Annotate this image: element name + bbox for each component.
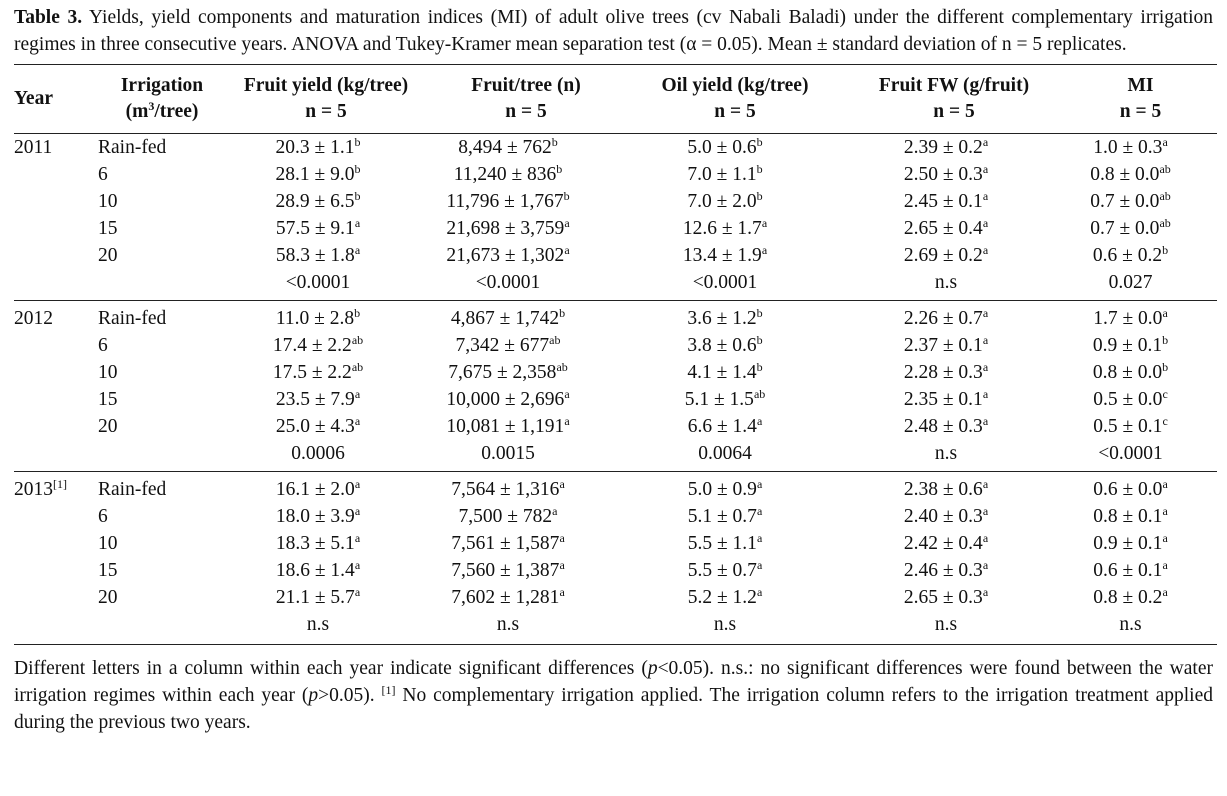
- table-body: [14, 134, 1217, 645]
- fruit-tree-cell: 10,081 ± 1,191$^a$: [446, 414, 570, 437]
- year-cell: [14, 503, 98, 530]
- fruit-tree-cell: 7,560 ± 1,387$^a$: [451, 558, 565, 581]
- mi-cell: 1.7 ± 0.0$^a$: [1093, 306, 1168, 329]
- year-cell: [14, 557, 98, 584]
- irrigation-cell: 10: [98, 362, 118, 383]
- pvalue-cell: 0.0015: [426, 440, 626, 472]
- table-row: [14, 413, 1217, 440]
- table-row: [14, 301, 1217, 333]
- fruit-fw-cell: 2.48 ± 0.3$^a$: [903, 414, 989, 437]
- pvalue-cell: 0.0006: [226, 440, 426, 472]
- table-row: [14, 215, 1217, 242]
- irrigation-cell: 10: [98, 533, 118, 554]
- oil-yield-cell: 5.5 ± 1.1$^a$: [687, 531, 763, 554]
- year-cell: [14, 359, 98, 386]
- mi-cell: 0.5 ± 0.0$^c$: [1093, 387, 1168, 410]
- pvalue-cell: n.s: [844, 269, 1064, 301]
- fruit-yield-cell: 28.9 ± 6.5$^b$: [275, 189, 361, 212]
- mi-cell: 0.5 ± 0.1$^c$: [1093, 414, 1168, 437]
- header-oil-yield: Oil yield (kg/tree) n = 5: [626, 65, 844, 134]
- pvalue-cell: n.s: [844, 611, 1064, 645]
- fruit-fw-cell: 2.35 ± 0.1$^a$: [903, 387, 989, 410]
- oil-yield-cell: 7.0 ± 2.0$^b$: [687, 189, 763, 212]
- fruit-tree-cell: 7,564 ± 1,316$^a$: [451, 477, 565, 500]
- year-cell: [14, 188, 98, 215]
- pvalue-cell: n.s: [226, 611, 426, 645]
- header-fruit-fw: Fruit FW (g/fruit) n = 5: [844, 65, 1064, 134]
- fruit-fw-cell: 2.26 ± 0.7$^a$: [903, 306, 989, 329]
- oil-yield-cell: 5.0 ± 0.6$^b$: [687, 135, 763, 158]
- year-cell: [14, 530, 98, 557]
- year-cell: [14, 413, 98, 440]
- table-row: [14, 386, 1217, 413]
- fruit-fw-cell: 2.46 ± 0.3$^a$: [903, 558, 989, 581]
- header-irrigation: Irrigation $(m^3/tree)$: [98, 65, 226, 134]
- fruit-yield-cell: 25.0 ± 4.3$^a$: [275, 414, 361, 437]
- fruit-tree-cell: 4,867 ± 1,742$^b$: [450, 306, 566, 329]
- table-label: Table 3.: [14, 7, 83, 28]
- table-row: [14, 161, 1217, 188]
- oil-yield-cell: 6.6 ± 1.4$^a$: [687, 414, 763, 437]
- mi-cell: 0.6 ± 0.0$^a$: [1093, 477, 1168, 500]
- table-row: [14, 503, 1217, 530]
- year-cell: [14, 242, 98, 269]
- header-mi: MI n = 5: [1064, 65, 1217, 134]
- fruit-yield-cell: 18.6 ± 1.4$^a$: [275, 558, 361, 581]
- oil-yield-cell: 13.4 ± 1.9$^a$: [682, 243, 768, 266]
- year-cell: 2012: [14, 308, 53, 329]
- fruit-fw-cell: 2.40 ± 0.3$^a$: [903, 504, 989, 527]
- irrigation-cell: 15: [98, 560, 118, 581]
- oil-yield-cell: 4.1 ± 1.4$^b$: [687, 360, 763, 383]
- fruit-yield-cell: 11.0 ± 2.8$^b$: [275, 306, 361, 329]
- fruit-yield-cell: 16.1 ± 2.0$^a$: [275, 477, 361, 500]
- year-cell: [14, 161, 98, 188]
- oil-yield-cell: 12.6 ± 1.7$^a$: [682, 216, 768, 239]
- fruit-yield-cell: 58.3 ± 1.8$^a$: [275, 243, 361, 266]
- pvalue-cell: <0.0001: [1064, 440, 1217, 472]
- oil-yield-cell: 5.2 ± 1.2$^a$: [687, 585, 763, 608]
- pvalue-row: [14, 611, 1217, 645]
- mi-cell: 1.0 ± 0.3$^a$: [1093, 135, 1168, 158]
- table-footnote: Different letters in a column within each year indicate significant differences (p<0.05). n.s.: no significant differences were found between the water irrigation regimes within each year (p>0.05). [1] No complementary irrigation applied. The irrigation column refers to the irrigation treatment applied during the previous two years.: [14, 658, 1213, 733]
- mi-cell: 0.9 ± 0.1$^b$: [1092, 333, 1169, 356]
- pvalue-cell: <0.0001: [226, 269, 426, 301]
- irrigation-cell: Rain-fed: [98, 308, 167, 329]
- fruit-yield-cell: 21.1 ± 5.7$^a$: [275, 585, 361, 608]
- table-row: [14, 557, 1217, 584]
- pvalue-cell: n.s: [1064, 611, 1217, 645]
- pvalue-row: [14, 269, 1217, 301]
- fruit-tree-cell: 7,561 ± 1,587$^a$: [451, 531, 565, 554]
- fruit-fw-cell: 2.37 ± 0.1$^a$: [903, 333, 989, 356]
- oil-yield-cell: 5.1 ± 1.5$^{ab}$: [684, 387, 766, 410]
- fruit-tree-cell: 7,675 ± 2,358$^{ab}$: [448, 360, 568, 383]
- mi-cell: 0.8 ± 0.2$^a$: [1093, 585, 1168, 608]
- fruit-fw-cell: 2.45 ± 0.1$^a$: [903, 189, 989, 212]
- mi-cell: 0.6 ± 0.1$^a$: [1093, 558, 1168, 581]
- mi-cell: 0.7 ± 0.0$^{ab}$: [1090, 216, 1171, 239]
- pvalue-cell: n.s: [626, 611, 844, 645]
- fruit-tree-cell: 7,602 ± 1,281$^a$: [451, 585, 565, 608]
- irrigation-cell: 10: [98, 191, 118, 212]
- oil-yield-cell: 5.0 ± 0.9$^a$: [687, 477, 763, 500]
- data-table: [14, 64, 1217, 645]
- fruit-fw-cell: 2.65 ± 0.3$^a$: [903, 585, 989, 608]
- year-cell: [14, 215, 98, 242]
- header-row: [14, 65, 1217, 134]
- fruit-tree-cell: 21,673 ± 1,302$^a$: [446, 243, 570, 266]
- year-cell: [14, 332, 98, 359]
- fruit-tree-cell: 10,000 ± 2,696$^a$: [446, 387, 570, 410]
- header-year: Year: [14, 65, 98, 134]
- irrigation-cell: 15: [98, 218, 118, 239]
- year-cell: 2013[1]: [14, 477, 67, 500]
- fruit-tree-cell: $8,494 \pm 762^b$: [458, 135, 558, 158]
- oil-yield-cell: 5.5 ± 0.7$^a$: [687, 558, 763, 581]
- irrigation-cell: 20: [98, 587, 118, 608]
- fruit-yield-cell: 17.4 ± 2.2$^{ab}$: [272, 333, 364, 356]
- fruit-tree-cell: $7,342 \pm 677^{ab}$: [455, 333, 561, 356]
- fruit-tree-cell: $11,240 \pm 836^b$: [453, 162, 563, 185]
- fruit-fw-cell: 2.65 ± 0.4$^a$: [903, 216, 989, 239]
- fruit-fw-cell: 2.42 ± 0.4$^a$: [903, 531, 989, 554]
- table-row: [14, 242, 1217, 269]
- oil-yield-cell: 3.8 ± 0.6$^b$: [687, 333, 763, 356]
- mi-cell: 0.6 ± 0.2$^b$: [1092, 243, 1169, 266]
- fruit-yield-cell: 18.0 ± 3.9$^a$: [275, 504, 361, 527]
- year-cell: 2011: [14, 137, 53, 158]
- irrigation-cell: 6: [98, 164, 108, 185]
- irrigation-cell: 6: [98, 335, 108, 356]
- header-fruit-yield: Fruit yield (kg/tree) n = 5: [226, 65, 426, 134]
- mi-cell: 0.8 ± 0.1$^a$: [1093, 504, 1168, 527]
- table-row: [14, 359, 1217, 386]
- mi-cell: 0.7 ± 0.0$^{ab}$: [1090, 189, 1171, 212]
- pvalue-cell: 0.0064: [626, 440, 844, 472]
- table-row: [14, 188, 1217, 215]
- fruit-fw-cell: 2.50 ± 0.3$^a$: [903, 162, 989, 185]
- fruit-fw-cell: 2.39 ± 0.2$^a$: [903, 135, 989, 158]
- table-row: [14, 332, 1217, 359]
- table-row: [14, 134, 1217, 162]
- fruit-yield-cell: 18.3 ± 5.1$^a$: [275, 531, 361, 554]
- fruit-fw-cell: 2.28 ± 0.3$^a$: [903, 360, 989, 383]
- fruit-yield-cell: 28.1 ± 9.0$^b$: [275, 162, 361, 185]
- year-cell: [14, 584, 98, 611]
- irrigation-cell: Rain-fed: [98, 137, 167, 158]
- oil-yield-cell: 7.0 ± 1.1$^b$: [687, 162, 763, 185]
- fruit-yield-cell: 17.5 ± 2.2$^{ab}$: [272, 360, 364, 383]
- irrigation-cell: Rain-fed: [98, 479, 167, 500]
- fruit-tree-cell: 21,698 ± 3,759$^a$: [446, 216, 570, 239]
- pvalue-cell: <0.0001: [426, 269, 626, 301]
- pvalue-cell: <0.0001: [626, 269, 844, 301]
- mi-cell: 0.8 ± 0.0$^{ab}$: [1090, 162, 1171, 185]
- pvalue-cell: 0.027: [1064, 269, 1217, 301]
- caption-text: Yields, yield components and maturation indices (MI) of adult olive trees (cv Nabali Baladi) under the different complementary irrigation regimes in three consecutive years. ANOVA and Tukey-Kramer mean separation test (α = 0.05). Mean ± standard deviation of n = 5 replicates.: [14, 7, 1213, 55]
- fruit-tree-cell: 11,796 ± 1,767$^b$: [446, 189, 570, 212]
- mi-cell: 0.8 ± 0.0$^b$: [1092, 360, 1169, 383]
- pvalue-cell: n.s: [426, 611, 626, 645]
- oil-yield-cell: 5.1 ± 0.7$^a$: [687, 504, 763, 527]
- mi-cell: 0.9 ± 0.1$^a$: [1093, 531, 1168, 554]
- irrigation-cell: 6: [98, 506, 108, 527]
- header-fruit-tree: Fruit/tree (n) n = 5: [426, 65, 626, 134]
- fruit-yield-cell: 20.3 ± 1.1$^b$: [275, 135, 361, 158]
- irrigation-cell: 20: [98, 416, 118, 437]
- fruit-tree-cell: $7,500 \pm 782^a$: [458, 504, 558, 527]
- fruit-fw-cell: 2.69 ± 0.2$^a$: [903, 243, 989, 266]
- fruit-fw-cell: 2.38 ± 0.6$^a$: [903, 477, 989, 500]
- table-row: [14, 472, 1217, 504]
- fruit-yield-cell: 23.5 ± 7.9$^a$: [275, 387, 361, 410]
- irrigation-cell: 20: [98, 245, 118, 266]
- year-cell: [14, 386, 98, 413]
- table-row: [14, 530, 1217, 557]
- pvalue-cell: n.s: [844, 440, 1064, 472]
- table-row: [14, 584, 1217, 611]
- table-caption: [14, 4, 1213, 58]
- pvalue-row: [14, 440, 1217, 472]
- oil-yield-cell: 3.6 ± 1.2$^b$: [687, 306, 763, 329]
- irrigation-cell: 15: [98, 389, 118, 410]
- fruit-yield-cell: 57.5 ± 9.1$^a$: [275, 216, 361, 239]
